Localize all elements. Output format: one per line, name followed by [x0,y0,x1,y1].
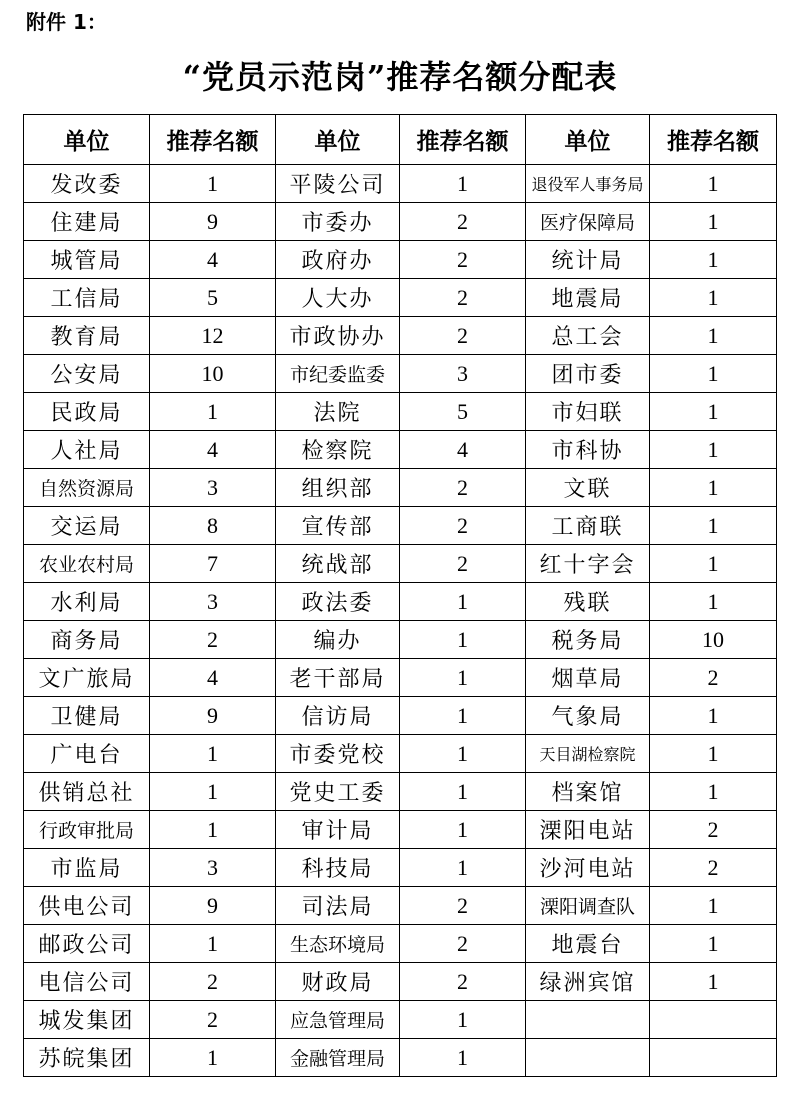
unit-cell: 人社局 [24,431,150,469]
unit-cell: 住建局 [24,203,150,241]
unit-cell: 市科协 [526,431,650,469]
unit-cell: 气象局 [526,697,650,735]
quota-cell: 2 [650,849,777,887]
unit-cell: 市政协办 [276,317,400,355]
quota-cell: 2 [400,203,526,241]
unit-cell: 文广旅局 [24,659,150,697]
unit-cell: 税务局 [526,621,650,659]
unit-cell: 老干部局 [276,659,400,697]
unit-cell: 教育局 [24,317,150,355]
unit-cell: 检察院 [276,431,400,469]
unit-cell: 市妇联 [526,393,650,431]
table-row [24,431,777,469]
unit-cell: 天目湖检察院 [526,735,650,773]
unit-cell: 组织部 [276,469,400,507]
unit-cell: 邮政公司 [24,925,150,963]
table-row [24,1039,777,1077]
unit-cell: 供销总社 [24,773,150,811]
unit-cell: 市委办 [276,203,400,241]
unit-cell: 广电台 [24,735,150,773]
unit-cell: 电信公司 [24,963,150,1001]
quota-cell: 1 [650,963,777,1001]
header-unit: 单位 [276,115,400,165]
attachment-label: 附件 1： [26,10,107,34]
unit-cell: 红十字会 [526,545,650,583]
quota-cell: 1 [650,697,777,735]
quota-cell: 1 [650,925,777,963]
table-body [24,165,777,1077]
table-row [24,735,777,773]
quota-cell: 1 [650,583,777,621]
unit-cell: 金融管理局 [276,1039,400,1077]
unit-cell: 商务局 [24,621,150,659]
table-row [24,469,777,507]
page-title: “党员示范岗”推荐名额分配表 [182,58,618,96]
unit-cell: 科技局 [276,849,400,887]
quota-cell: 1 [400,1039,526,1077]
quota-cell: 1 [650,165,777,203]
unit-cell: 工商联 [526,507,650,545]
quota-cell: 1 [150,735,276,773]
table-row [24,925,777,963]
quota-cell: 2 [400,925,526,963]
quota-cell: 1 [400,659,526,697]
quota-cell: 2 [650,659,777,697]
quota-cell: 1 [400,849,526,887]
quota-cell: 2 [650,811,777,849]
unit-cell: 生态环境局 [276,925,400,963]
quota-cell: 1 [150,773,276,811]
table-row [24,963,777,1001]
unit-cell: 医疗保障局 [526,203,650,241]
table-row [24,811,777,849]
unit-cell: 发改委 [24,165,150,203]
quota-cell: 1 [650,773,777,811]
quota-cell: 9 [150,887,276,925]
unit-cell: 溧阳电站 [526,811,650,849]
table-row [24,697,777,735]
table-row [24,317,777,355]
unit-cell: 供电公司 [24,887,150,925]
table-row [24,545,777,583]
quota-cell: 5 [150,279,276,317]
quota-cell: 3 [150,849,276,887]
quota-cell: 1 [400,697,526,735]
quota-cell: 1 [400,773,526,811]
unit-cell: 卫健局 [24,697,150,735]
unit-cell: 平陵公司 [276,165,400,203]
quota-cell: 2 [400,963,526,1001]
quota-cell: 1 [400,583,526,621]
header-row [24,115,777,165]
quota-cell: 2 [150,1001,276,1039]
quota-cell: 1 [650,545,777,583]
unit-cell: 财政局 [276,963,400,1001]
unit-cell: 信访局 [276,697,400,735]
unit-cell: 水利局 [24,583,150,621]
unit-cell: 政法委 [276,583,400,621]
unit-cell: 人大办 [276,279,400,317]
quota-cell: 5 [400,393,526,431]
quota-cell: 10 [650,621,777,659]
unit-cell: 统计局 [526,241,650,279]
unit-cell: 文联 [526,469,650,507]
quota-cell: 1 [400,165,526,203]
table-row [24,849,777,887]
table-row [24,773,777,811]
unit-cell: 市监局 [24,849,150,887]
header-quota: 推荐名额 [400,115,526,165]
quota-cell: 3 [400,355,526,393]
quota-cell: 1 [150,811,276,849]
unit-cell: 总工会 [526,317,650,355]
quota-cell: 1 [150,1039,276,1077]
quota-cell: 2 [400,469,526,507]
quota-cell: 1 [650,393,777,431]
quota-cell: 4 [150,659,276,697]
quota-cell: 1 [650,431,777,469]
quota-cell: 4 [150,241,276,279]
quota-cell: 1 [650,355,777,393]
quota-cell: 10 [150,355,276,393]
quota-cell: 1 [650,507,777,545]
table-row [24,279,777,317]
unit-cell: 退役军人事务局 [526,165,650,203]
unit-cell: 溧阳调查队 [526,887,650,925]
quota-cell: 2 [150,963,276,1001]
quota-cell [650,1001,777,1039]
quota-cell: 12 [150,317,276,355]
table-row [24,583,777,621]
quota-cell: 3 [150,583,276,621]
table-row [24,621,777,659]
table-row [24,507,777,545]
unit-cell: 城发集团 [24,1001,150,1039]
quota-cell: 1 [400,811,526,849]
unit-cell: 行政审批局 [24,811,150,849]
allocation-table [23,114,777,1077]
quota-cell: 2 [400,241,526,279]
quota-cell: 2 [400,507,526,545]
table-row [24,659,777,697]
unit-cell: 城管局 [24,241,150,279]
table-row [24,393,777,431]
quota-cell: 2 [150,621,276,659]
quota-cell: 1 [400,621,526,659]
header-quota: 推荐名额 [650,115,777,165]
unit-cell: 地震台 [526,925,650,963]
unit-cell: 编办 [276,621,400,659]
table-row [24,165,777,203]
unit-cell: 统战部 [276,545,400,583]
quota-cell: 1 [650,735,777,773]
unit-cell [526,1001,650,1039]
unit-cell: 法院 [276,393,400,431]
unit-cell: 民政局 [24,393,150,431]
unit-cell: 党史工委 [276,773,400,811]
unit-cell: 沙河电站 [526,849,650,887]
table-row [24,203,777,241]
quota-cell: 2 [400,887,526,925]
quota-cell: 2 [400,545,526,583]
unit-cell: 工信局 [24,279,150,317]
unit-cell: 自然资源局 [24,469,150,507]
unit-cell: 档案馆 [526,773,650,811]
unit-cell: 地震局 [526,279,650,317]
quota-cell: 4 [150,431,276,469]
unit-cell: 公安局 [24,355,150,393]
quota-cell: 9 [150,697,276,735]
quota-cell: 3 [150,469,276,507]
unit-cell: 交运局 [24,507,150,545]
quota-cell: 1 [650,469,777,507]
table-row [24,241,777,279]
quota-cell: 1 [150,393,276,431]
unit-cell: 宣传部 [276,507,400,545]
unit-cell: 烟草局 [526,659,650,697]
unit-cell: 农业农村局 [24,545,150,583]
table-row [24,355,777,393]
unit-cell: 绿洲宾馆 [526,963,650,1001]
unit-cell: 残联 [526,583,650,621]
header-unit: 单位 [24,115,150,165]
quota-cell: 1 [150,165,276,203]
unit-cell [526,1039,650,1077]
quota-cell: 1 [650,279,777,317]
unit-cell: 司法局 [276,887,400,925]
unit-cell: 市纪委监委 [276,355,400,393]
quota-cell: 1 [650,317,777,355]
quota-cell: 9 [150,203,276,241]
unit-cell: 政府办 [276,241,400,279]
quota-cell: 1 [400,1001,526,1039]
quota-cell: 7 [150,545,276,583]
unit-cell: 应急管理局 [276,1001,400,1039]
quota-cell: 1 [650,241,777,279]
quota-cell: 8 [150,507,276,545]
unit-cell: 市委党校 [276,735,400,773]
unit-cell: 审计局 [276,811,400,849]
quota-cell: 2 [400,317,526,355]
quota-cell: 1 [400,735,526,773]
unit-cell: 苏皖集团 [24,1039,150,1077]
quota-cell: 1 [650,887,777,925]
quota-cell: 1 [650,203,777,241]
table-row [24,887,777,925]
table-row [24,1001,777,1039]
quota-cell: 4 [400,431,526,469]
quota-cell: 2 [400,279,526,317]
quota-cell: 1 [150,925,276,963]
unit-cell: 团市委 [526,355,650,393]
quota-cell [650,1039,777,1077]
header-unit: 单位 [526,115,650,165]
header-quota: 推荐名额 [150,115,276,165]
